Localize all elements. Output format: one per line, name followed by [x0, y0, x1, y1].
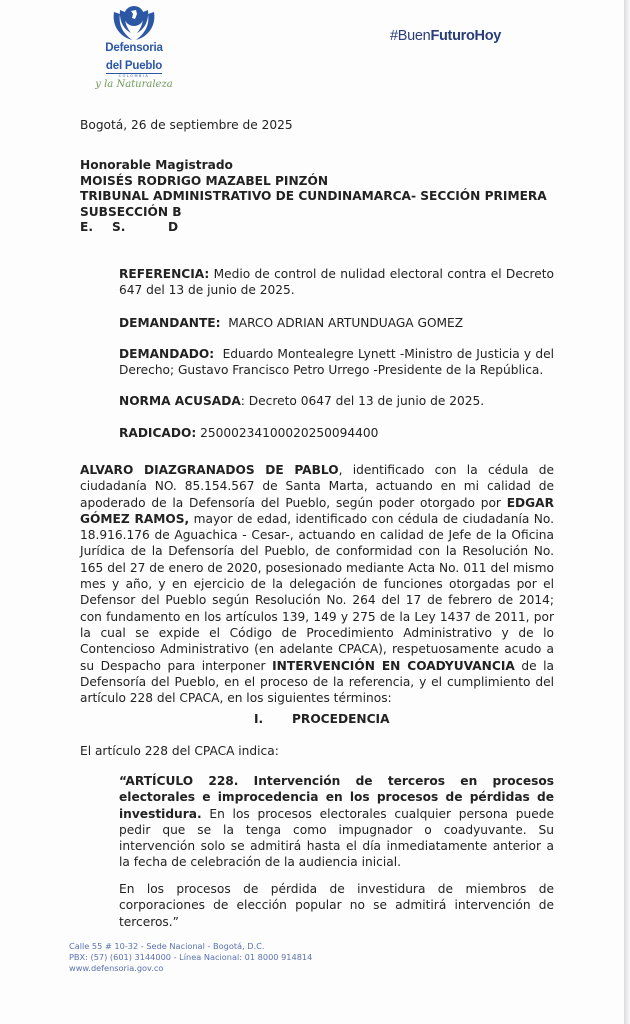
referencia-value: Medio de control de nulidad electoral contra el Decreto 647 del 13 de junio de 2025.: [119, 267, 554, 297]
demandado-label: DEMANDADO:: [119, 347, 215, 361]
addressee-block: [80, 158, 547, 236]
body-intervention: INTERVENCIÓN EN COADYUVANCIA: [272, 658, 515, 673]
letter-date: Bogotá, 26 de septiembre de 2025: [80, 118, 293, 132]
referencia-label: REFERENCIA:: [119, 267, 210, 281]
norma-label: NORMA ACUSADA: [119, 394, 241, 408]
footer-website[interactable]: www.defensoria.gov.co: [69, 963, 164, 974]
footer-phone: PBX: (57) (601) 3144000 - Línea Nacional: 01 8000 914814: [69, 952, 313, 963]
radicado-value: 25000234100020250094400: [196, 426, 379, 440]
footer: [69, 941, 312, 975]
logo-line-1: Defensoria: [105, 42, 163, 54]
demandado-field: [119, 346, 558, 378]
demandante-label: DEMANDANTE:: [119, 316, 221, 330]
radicado-label: RADICADO:: [119, 426, 197, 440]
quote-text: En los procesos electorales cualquier persona puede pedir que se la tenga como impugnador o coadyuvante. Su intervención solo se admitirá hasta el día inmediatamente anterior a la fecha de celebración de la audiencia inicial.: [119, 806, 554, 870]
body-name: ALVARO DIAZGRANADOS DE PABLO: [80, 463, 339, 477]
norma-acusada-field: [119, 393, 554, 409]
section-number: I.: [254, 712, 264, 726]
referencia-field: [119, 266, 554, 298]
quote-paragraph-2: En los procesos de pérdida de investidura de miembros de corporaciones de elección popular no se admitirá intervención de terceros.”: [119, 882, 554, 929]
demandante-value: MARCO ADRIAN ARTUNDUAGA GOMEZ: [220, 316, 464, 330]
page-edge-shadow: [624, 0, 630, 1024]
addressee-name: MOISÉS RODRIGO MAZABEL PINZÓN: [80, 173, 329, 188]
quote-paragraph-1: [119, 773, 554, 871]
hashtag-prefix: #Buen: [390, 28, 431, 44]
norma-value: : Decreto 0647 del 13 de junio de 2025.: [240, 394, 485, 408]
radicado-field: [119, 425, 554, 441]
footer-address: Calle 55 # 10-32 - Sede Nacional - Bogotá, D.C.: [69, 941, 265, 951]
article-intro: El artículo 228 del CPACA indica:: [80, 744, 279, 758]
demandante-field: [119, 315, 554, 331]
campaign-hashtag: [390, 28, 501, 44]
hands-emblem-icon: [110, 4, 158, 42]
body-part-3: de la Defensoría del Pueblo, en el proceso de la referencia, y el cumplimiento del artículo 228 del CPACA, en los siguientes términos:: [80, 658, 554, 706]
logo-line-2: del Pueblo: [105, 60, 163, 72]
defensoria-logo: [84, 4, 184, 92]
body-paragraph: [80, 462, 554, 706]
addressee-salutation: Honorable Magistrado: [80, 158, 233, 172]
body-grantor: EDGAR GÓMEZ RAMOS,: [80, 495, 554, 526]
esd-e: E.: [80, 220, 93, 234]
logo-tagline: y la Naturaleza: [95, 79, 173, 90]
body-part-2: mayor de edad, identificado con cédula de ciudadanía No. 18.916.176 de Aguachica - Cesar-, actuando en calidad de Jefe de la Oficina Jurídica de la Defensoría del Pueblo, de conformidad con la Resolución No. 165 del 27 de enero de 2020, posesionado mediante Acta No. 011 del mismo mes y año, y en ejercicio de la delegación de funciones otorgadas por el Defensor del Pueblo según Resolución No. 264 del 17 de febrero de 2014; con fundamento en los artículos 139, 149 y 275 de la Ley 1437 de 2011, por la cual se expide el Código de Procedimiento Administrativo y de lo Contencioso Administrativo (en adelante CPACA), respetuosamente acudo a su Despacho para interponer: [80, 511, 554, 673]
esd-s: S.: [112, 220, 126, 234]
esd-d: D: [168, 220, 179, 234]
addressee-subsection: SUBSECCIÓN B: [80, 204, 182, 219]
body-part-1: , identificado con la cédula de ciudadanía NO. 85.154.567 de Santa Marta, actuando en mi calidad de apoderado de la Defensoría del Pueblo, según poder otorgado por: [80, 463, 555, 510]
hashtag-bold: FuturoHoy: [430, 28, 502, 44]
addressee-esd: [80, 220, 547, 236]
section-title: PROCEDENCIA: [292, 712, 390, 726]
demandado-value: Eduardo Montealegre Lynett -Ministro de Justicia y del Derecho; Gustavo Francisco Petro Urrego -Presidente de la República.: [119, 347, 558, 377]
section-heading: [254, 711, 390, 727]
quote-bold: “ARTÍCULO 228. Intervención de terceros en procesos electorales e improcedencia en los procesos de pérdidas de investidura.: [119, 774, 554, 821]
logo-country: COLOMBIA: [118, 74, 150, 78]
addressee-court: TRIBUNAL ADMINISTRATIVO DE CUNDINAMARCA- SECCIÓN PRIMERA: [80, 189, 547, 203]
